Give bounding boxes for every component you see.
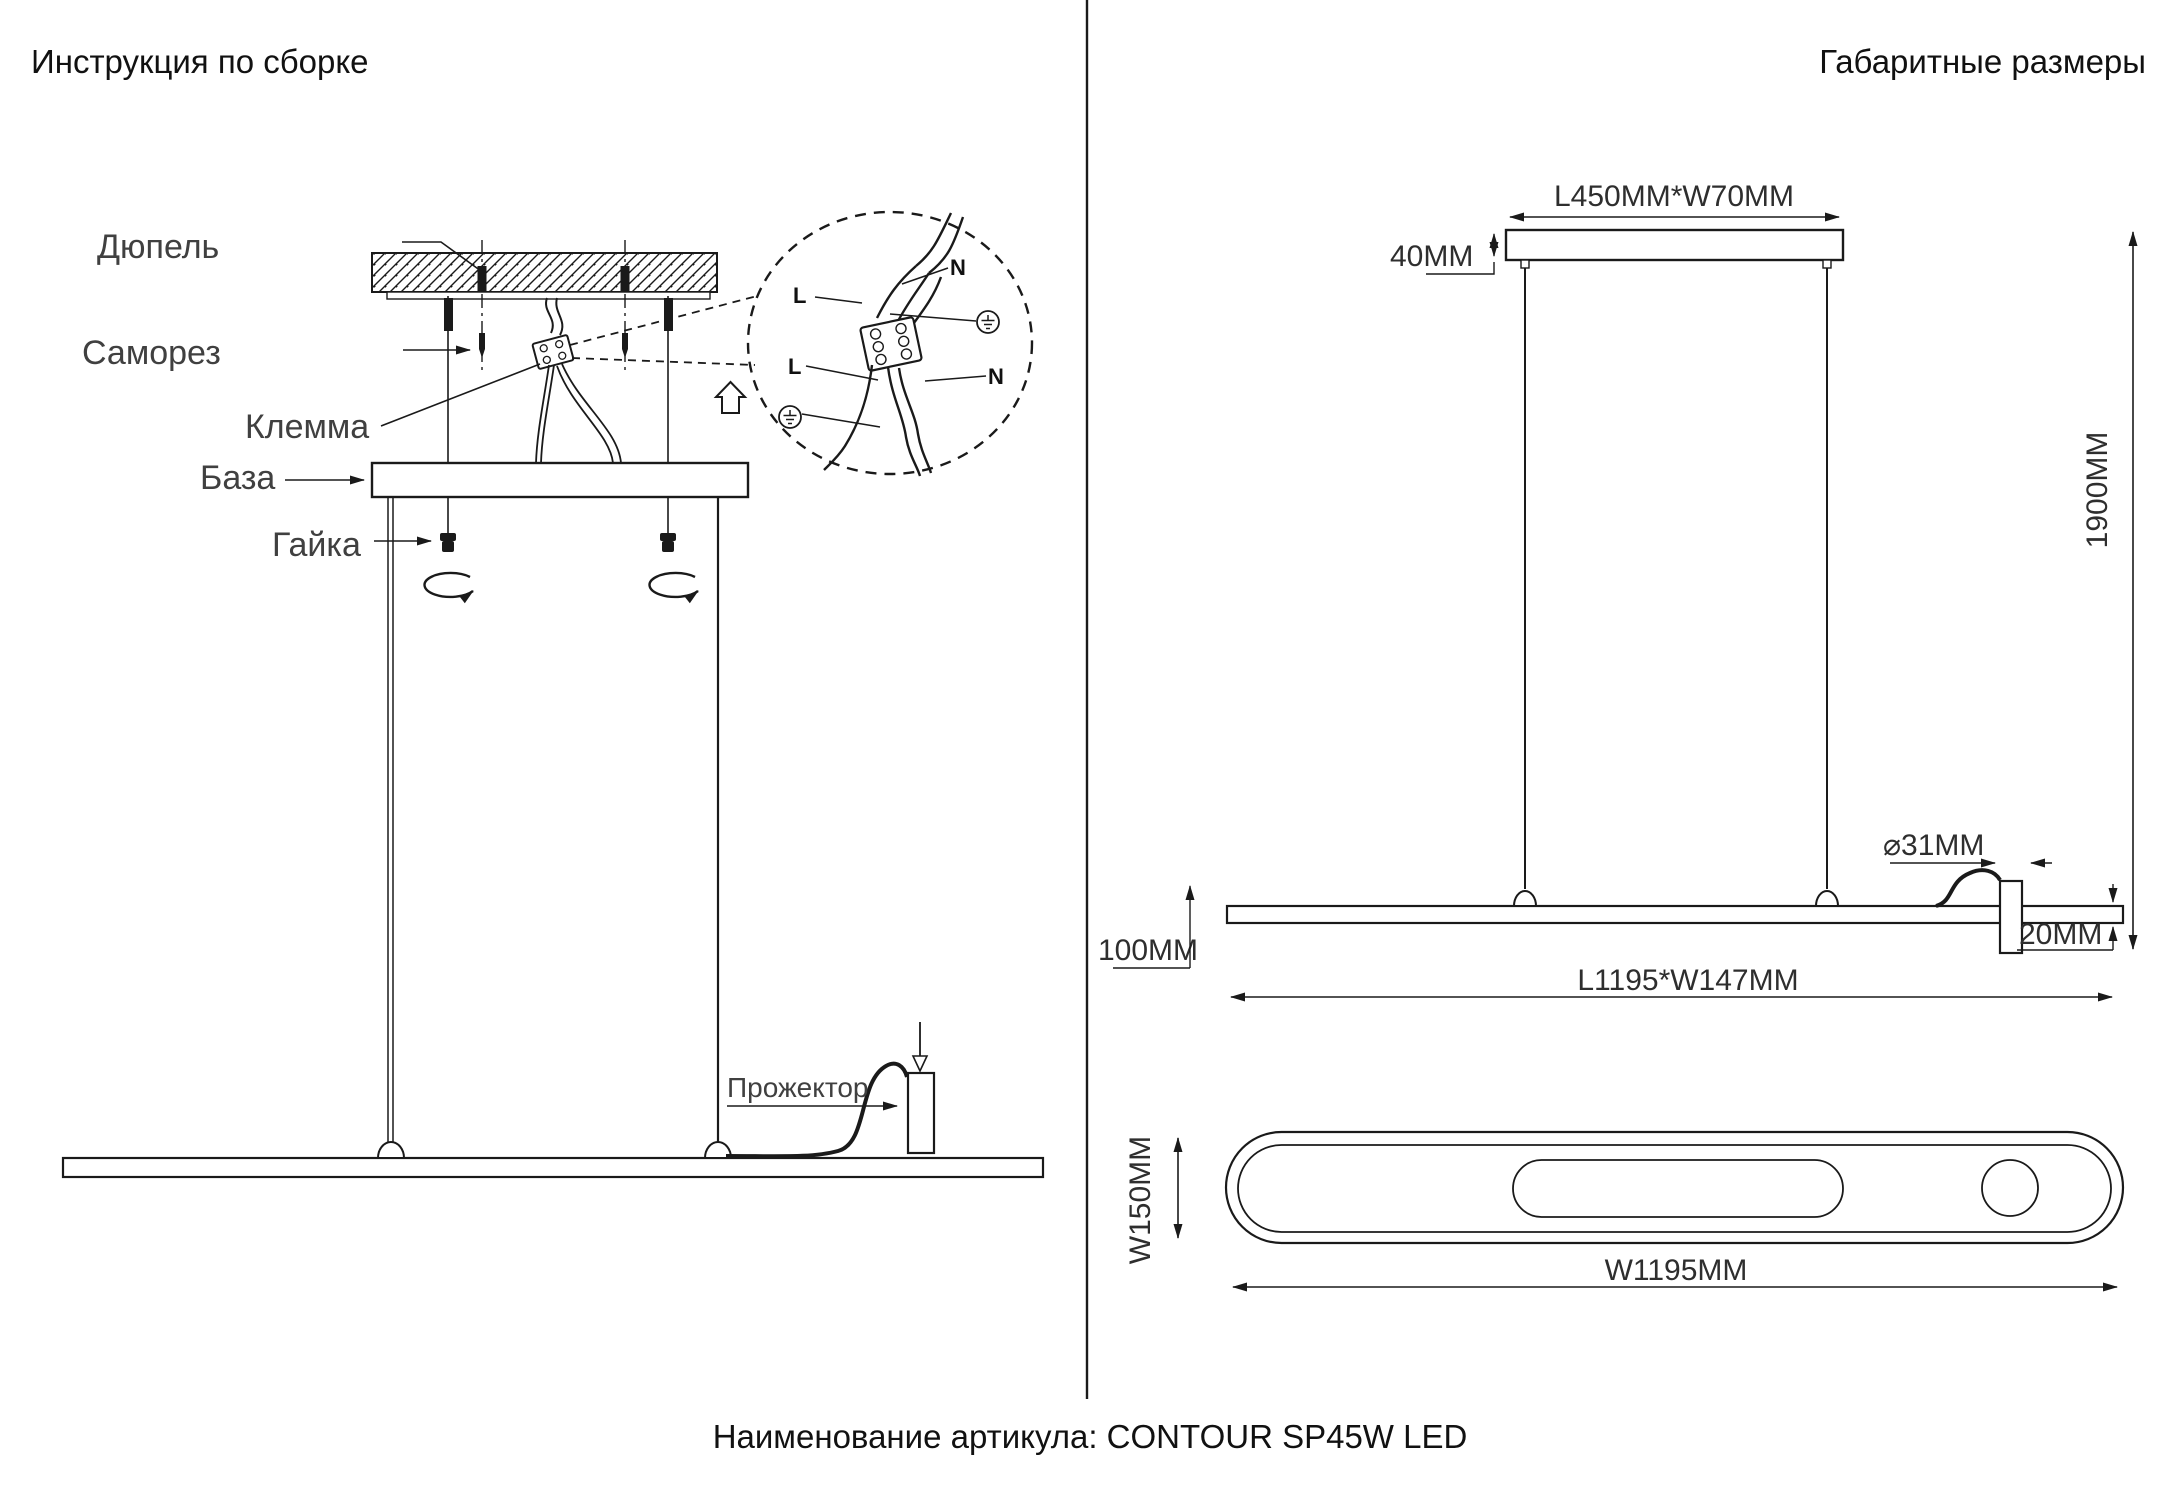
bubble-label-neutral-top: N bbox=[950, 255, 966, 280]
label-terminal: Клемма bbox=[245, 408, 370, 446]
bar-gland-left bbox=[1514, 891, 1536, 906]
suspension-cable-left bbox=[388, 497, 393, 1142]
rotate-arrow-right bbox=[650, 573, 698, 597]
base-plate bbox=[372, 463, 748, 497]
canopy-size-dim: L450MM*W70MM bbox=[1553, 180, 1795, 213]
right-panel-title: Габаритные размеры bbox=[1819, 43, 2146, 80]
bar-thickness-dim: 20MM bbox=[2019, 918, 2103, 951]
projector-box bbox=[908, 1073, 934, 1153]
ground-icon bbox=[977, 311, 999, 333]
canopy-height-dim: 40MM bbox=[1390, 240, 1474, 273]
wire-connector-right bbox=[1823, 260, 1831, 268]
label-nut: Гайка bbox=[272, 526, 361, 564]
label-projector: Прожектор bbox=[727, 1072, 869, 1103]
bubble-label-line-bottom: L bbox=[788, 354, 802, 379]
terminal-leader bbox=[381, 364, 540, 426]
wire-connector-left bbox=[1521, 260, 1529, 268]
spot-diameter-dim: ⌀31MM bbox=[1883, 829, 1985, 862]
ceiling-wires bbox=[546, 298, 562, 335]
bar-rise-dim: 100MM bbox=[1098, 934, 1199, 967]
spot-cord bbox=[1936, 870, 2000, 906]
dimensions-diagram bbox=[1098, 180, 2133, 1287]
base-wires bbox=[536, 364, 621, 463]
light-bar bbox=[63, 1158, 1043, 1177]
label-base: База bbox=[200, 459, 276, 497]
bubble-terminal-block bbox=[860, 317, 922, 371]
ground-icon bbox=[779, 406, 801, 428]
body-length-dim: W1195MM bbox=[1604, 1254, 1748, 1287]
nut-right bbox=[660, 533, 676, 552]
drop-height-dim: 1900MM bbox=[2081, 431, 2114, 549]
bar-gland-right bbox=[1816, 891, 1838, 906]
article-caption: Наименование артикула: CONTOUR SP45W LED bbox=[712, 1418, 1468, 1455]
assembly-diagram bbox=[63, 212, 1043, 1177]
canopy bbox=[1506, 230, 1843, 260]
nut-left bbox=[440, 533, 456, 552]
rotate-arrow-left bbox=[425, 573, 473, 597]
ceiling-hatch bbox=[372, 253, 717, 292]
label-screw: Саморез bbox=[82, 334, 221, 372]
body-width-dim: W150MM bbox=[1124, 1135, 1157, 1265]
cable-gland-left bbox=[378, 1142, 404, 1158]
anchor-screw-left bbox=[444, 298, 453, 331]
led-slot bbox=[1513, 1160, 1843, 1217]
bar-size-dim: L1195*W147MM bbox=[1577, 964, 1799, 997]
left-panel-title: Инструкция по сборке bbox=[31, 43, 369, 80]
bubble-label-line-top: L bbox=[793, 283, 807, 308]
label-dowel: Дюпель bbox=[97, 228, 220, 266]
bubble-label-neutral-bottom: N bbox=[988, 364, 1004, 389]
ceiling-underside-plate bbox=[387, 292, 710, 299]
up-arrow-icon bbox=[716, 382, 745, 413]
bar-side-view bbox=[1227, 906, 2123, 923]
anchor-screw-right bbox=[664, 298, 673, 331]
insert-arrow-head bbox=[913, 1056, 927, 1071]
bubble-leader-lines bbox=[570, 296, 757, 365]
dowel-right bbox=[621, 266, 630, 292]
